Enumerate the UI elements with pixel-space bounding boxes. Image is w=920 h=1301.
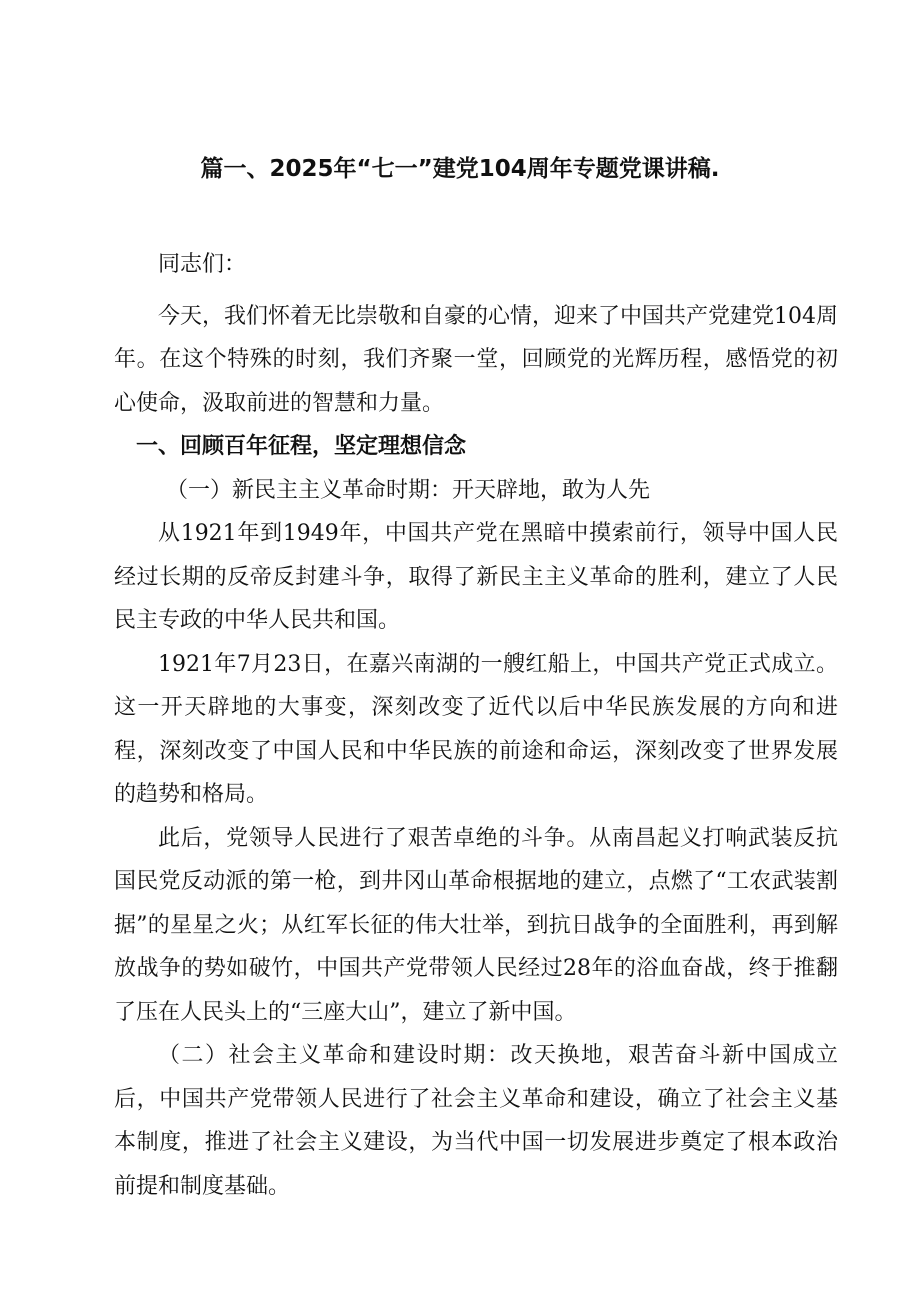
salutation: 同志们：: [158, 252, 247, 277]
subsection-heading-1: （一）新民主主义革命时期：开天辟地，敢为人先: [166, 477, 651, 503]
paragraph-1: 从1921年到1949年，中国共产党在黑暗中摸索前行，领导中国人民经过长期的反帝反封建斗争，取得了新民主主义革命的胜利，建立了人民民主专政的中华人民共和国。: [114, 521, 838, 633]
document-body: [114, 243, 838, 1208]
paragraph-2: 1921年7月23日，在嘉兴南湖的一艘红船上，中国共产党正式成立。这一开天辟地的大事变，深刻改变了近代以后中华民族发展的方向和进程，深刻改变了中国人民和中华民族的前途和命运，深刻改变了世界发展的趋势和格局。: [114, 651, 838, 807]
intro-paragraph: 今天，我们怀着无比崇敬和自豪的心情，迎来了中国共产党建党104周年。在这个特殊的时刻，我们齐聚一堂，回顾党的光辉历程，感悟党的初心使命，汲取前进的智慧和力量。: [114, 303, 838, 416]
section-heading-1: 一、回顾百年征程，坚定理想信念: [136, 434, 467, 459]
paragraph-4: （二）社会主义革命和建设时期：改天换地，艰苦奋斗新中国成立后，中国共产党带领人民进行了社会主义革命和建设，确立了社会主义基本制度，推进了社会主义建设，为当代中国一切发展进步奠定了根本政治前提和制度基础。: [114, 1043, 838, 1199]
document-title: 篇一、2025年“七一”建党104周年专题党课讲稿.: [200, 156, 720, 182]
paragraph-3: 此后，党领导人民进行了艰苦卓绝的斗争。从南昌起义打响武装反抗国民党反动派的第一枪，到井冈山革命根据地的建立，点燃了“工农武装割据”的星星之火；从红军长征的伟大壮举，到抗日战争的全面胜利，再到解放战争的势如破竹，中国共产党带领人民经过28年的浴血奋战，终于推翻了压在人民头上的“三座大山”，建立了新中国。: [114, 825, 838, 1025]
